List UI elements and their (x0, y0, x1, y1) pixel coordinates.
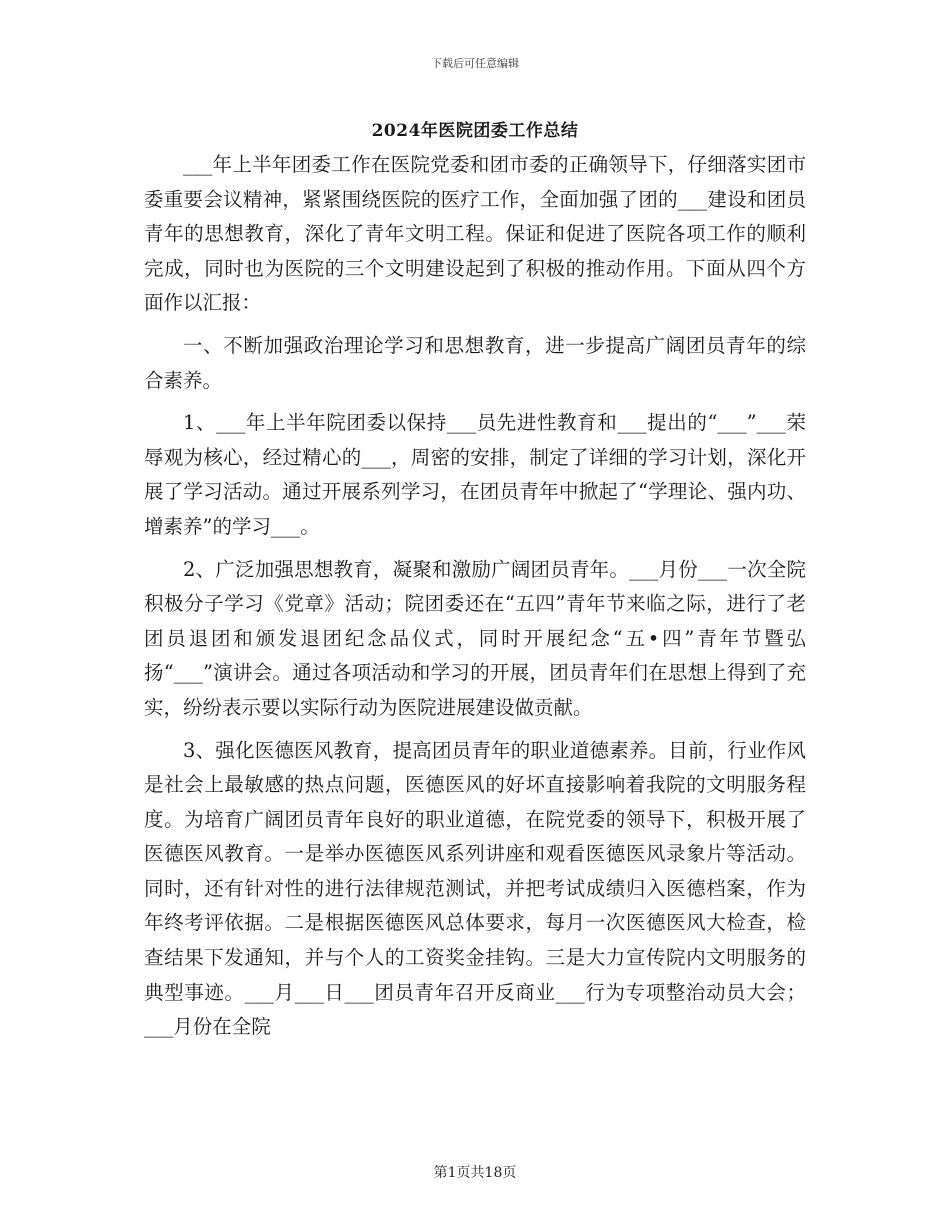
paragraph-item-2: 2、广泛加强思想教育，凝聚和激励广阔团员青年。___月份___一次全院积极分子学习《党章》活动；院团委还在“五四”青年节来临之际，进行了老团员退团和颁发退团纪念品仪式，同时开展纪念“五•四”青年节暨弘扬“___”演讲会。通过各项活动和学习的开展，团员青年们在思想上得到了充实，纷纷表示要以实际行动为医院进展建设做贡献。 (144, 557, 806, 719)
paragraph-item-3: 3、强化医德医风教育，提高团员青年的职业道德素养。目前，行业作风是社会上最敏感的热点问题，医德医风的好坏直接影响着我院的文明服务程度。为培育广阔团员青年良好的职业道德，在院党委的领导下，积极开展了医德医风教育。一是举办医德医风系列讲座和观看医德医风录象片等活动。同时，还有针对性的进行法律规范测试，并把考试成绩归入医德档案，作为年终考评依据。二是根据医德医风总体要求，每月一次医德医风大检查，检查结果下发通知，并与个人的工资奖金挂钩。三是大力宣传院内文明服务的典型事迹。___月___日___团员青年召开反商业___行为专项整治动员大会；___月份在全院 (144, 738, 806, 1039)
page-footer: 第1页共18页 (433, 1165, 517, 1181)
paragraph-item-1: 1、___年上半年院团委以保持___员先进性教育和___提出的“___”___荣辱观为核心，经过精心的___，周密的安排，制定了详细的学习计划，深化开展了学习活动。通过开展系列学习，在团员青年中掀起了“学理论、强内功、增素养”的学习___。 (144, 411, 806, 538)
header-note: 下载后可任意编辑 (431, 57, 519, 70)
document-body (144, 148, 806, 1045)
paragraph-section-1: 一、不断加强政治理论学习和思想教育，进一步提高广阔团员青年的综合素养。 (144, 333, 806, 392)
paragraph-intro: ___年上半年团委工作在医院党委和团市委的正确领导下，仔细落实团市委重要会议精神，紧紧围绕医院的医疗工作，全面加强了团的___建设和团员青年的思想教育，深化了青年文明工程。保证和促进了医院各项工作的顺利完成，同时也为医院的三个文明建设起到了积极的推动作用。下面从四个方面作以汇报： (144, 153, 806, 315)
document-title: 2024年医院团委工作总结 (371, 121, 579, 141)
